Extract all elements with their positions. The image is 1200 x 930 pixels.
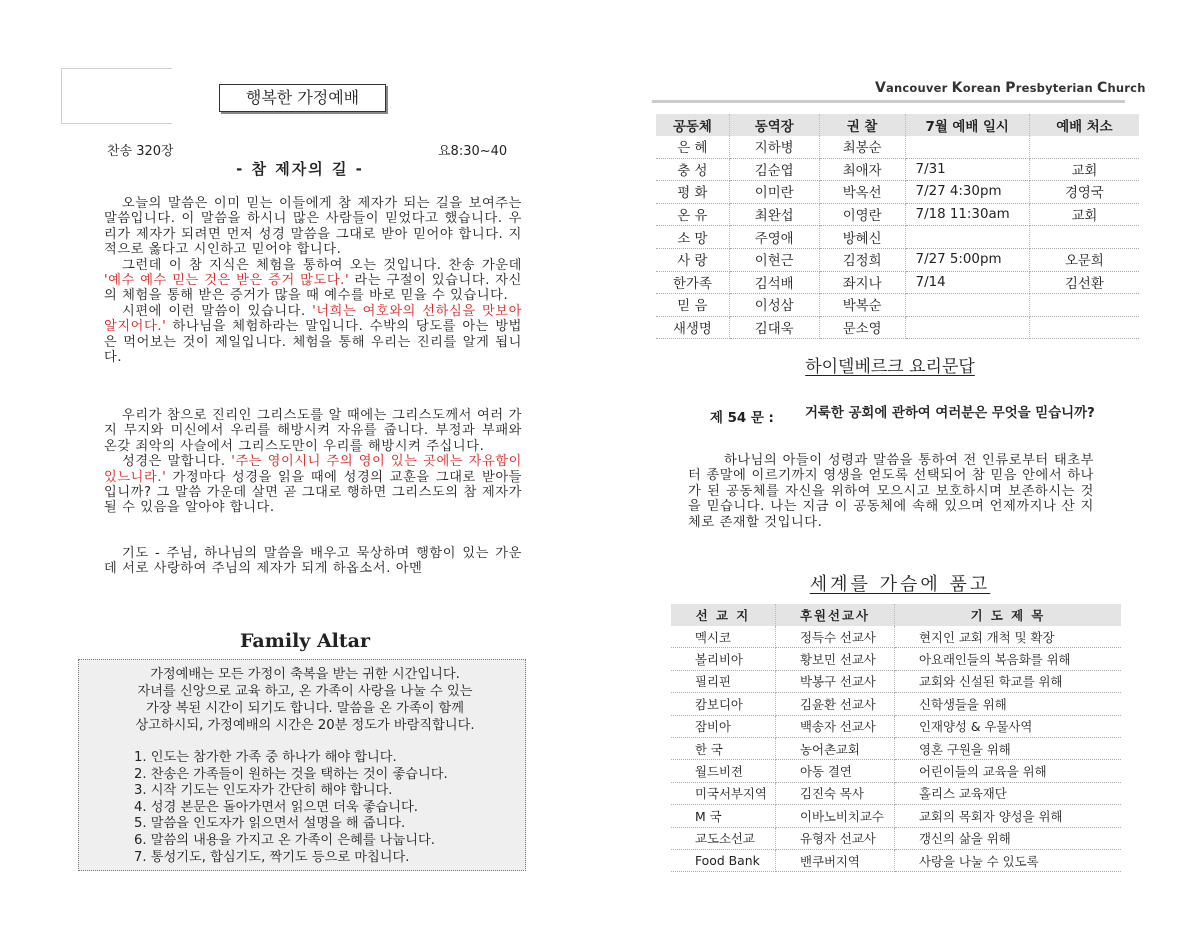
cell-missionary: 김윤환 선교사	[776, 693, 895, 715]
family-altar-title: Family Altar	[239, 630, 370, 652]
cell-deacon: 박옥선	[819, 181, 905, 204]
cell-mission-field: 한 국	[671, 737, 776, 759]
cell-prayer-topic: 어린이들의 교육을 위해	[895, 760, 1122, 782]
col-header-prayer-topic: 기 도 제 목	[895, 604, 1122, 626]
table-row	[656, 226, 1139, 249]
cell-date	[905, 226, 1029, 249]
cell-date: 7/14	[905, 271, 1029, 294]
hymn-quote: '예수 예수 믿는 것은 받은 증거 많도다.'	[104, 273, 350, 289]
cell-mission-field: 월드비젼	[671, 760, 776, 782]
sermon-body-2	[104, 408, 522, 516]
cell-missionary: 아동 결연	[776, 760, 895, 782]
cell-mission-field: 필리핀	[671, 670, 776, 692]
table-row	[656, 271, 1139, 294]
cell-leader: 주영애	[729, 226, 819, 249]
col-header-deacon: 권 찰	[819, 114, 905, 136]
heidelberg-title: 하이델베르크 요리문답	[805, 357, 975, 377]
catechism-answer: 하나님의 아들이 성령과 말씀을 통하여 전 인류로부터 태초부터 종말에 이르기까지 영생을 얻도록 선택되어 참 믿음 안에서 하나가 된 공동체를 자신을 위하여 모으시고 보호하시며 보존하시는 것을 믿습니다. 나는 지금 이 공동체에 속해 있으며 언제까지나 산 지체로 존재할 것입니다.	[688, 453, 1094, 530]
mission-table	[671, 604, 1121, 872]
church-name: Vancouver Korean Presbyterian Church	[875, 80, 1146, 96]
cell-community: 평 화	[656, 181, 729, 204]
cell-missionary: 정득수 선교사	[776, 626, 895, 648]
sermon-paragraph-5: 성경은 말합니다. '주는 영이시니 주의 영이 있는 곳에는 자유함이 있느니라.' 가정마다 성경을 읽을 때에 성경의 교훈을 그대로 받아들입니까? 그 말씀 가운데 살면 곧 그대로 행하면 그리스도의 참 제자가 될 수 있음을 알아야 합니다.	[104, 454, 523, 516]
cell-location	[1029, 316, 1139, 339]
cell-date: 7/27 4:30pm	[905, 181, 1029, 204]
sermon-title: - 참 제자의 길 -	[236, 160, 364, 178]
table-row	[671, 805, 1121, 827]
guideline-item: 2. 찬송은 가족들이 원하는 것을 택하는 것이 좋습니다.	[134, 766, 448, 782]
cell-mission-field: 잠비아	[671, 715, 776, 737]
cell-location	[1029, 294, 1139, 317]
cell-deacon: 방혜신	[819, 226, 905, 249]
guideline-item: 4. 성경 본문은 돌아가면서 읽으면 더욱 좋습니다.	[134, 799, 418, 815]
cell-deacon: 이영란	[819, 203, 905, 226]
sermon-body	[104, 196, 522, 365]
guideline-item: 6. 말씀의 내용을 가지고 온 가족이 은혜를 나눕니다.	[134, 832, 435, 848]
cell-missionary: 유형자 선교사	[776, 827, 895, 849]
cell-prayer-topic: 인재양성 & 우물사역	[895, 715, 1122, 737]
guideline-item: 5. 말씀을 인도자가 읽으면서 설명을 해 줍니다.	[134, 816, 406, 832]
family-altar-intro: 가정예배는 모든 가정이 축복을 받는 귀한 시간입니다. 자녀를 신앙으로 교육 하고, 온 가족이 사랑을 나눌 수 있는 가장 복된 시간이 되기도 합니다. 말씀을 온 가족이 함께 상고하시되, 가정예배의 시간은 20분 정도가 바람직합니다.	[135, 667, 475, 733]
cell-date: 7/18 11:30am	[905, 203, 1029, 226]
table-row	[671, 626, 1121, 648]
world-mission-title: 세계를 가슴에 품고	[809, 574, 991, 595]
cell-mission-field: Food Bank	[671, 849, 776, 871]
cell-missionary: 밴쿠버지역	[776, 849, 895, 871]
cell-community: 충 성	[656, 158, 729, 181]
cell-leader: 지하병	[729, 136, 819, 158]
cell-community: 사 랑	[656, 248, 729, 271]
guideline-item: 3. 시작 기도는 인도자가 간단히 해야 합니다.	[134, 783, 393, 799]
scripture-quote: '주는 영이시니 주의 영이 있는 곳에는 자유함이 있느니라.'	[104, 454, 523, 485]
cell-leader: 이성삼	[729, 294, 819, 317]
cell-location: 교회	[1029, 158, 1139, 181]
cell-location: 경영국	[1029, 181, 1139, 204]
sermon-paragraph-3: 시편에 이런 말씀이 있습니다. '너희는 여호와의 선하심을 맛보아 알지어다.' 하나님을 체험하라는 말입니다. 수박의 당도를 아는 방법은 먹어보는 것이 제일입니다. 체험을 통해 우리는 진리를 알게 됩니다.	[104, 303, 522, 366]
cell-community: 소 망	[656, 226, 729, 249]
table-row	[671, 648, 1121, 670]
header-rule	[652, 100, 1125, 103]
psalm-quote: '너희는 여호와의 선하심을 맛보아 알지어다.'	[104, 303, 522, 335]
cell-mission-field: 멕시코	[671, 626, 776, 648]
sermon-paragraph-1: 오늘의 말씀은 이미 믿는 이들에게 참 제자가 되는 길을 보여주는 말씀입니다. 이 말씀을 하시니 많은 사람들이 믿었다고 했습니다. 우리가 제자가 되려면 먼저 성경 말씀을 그대로 받아 믿어야 합니다. 지적으로 옳다고 시인하고 믿어야 합니다.	[104, 196, 522, 258]
cell-leader: 이현근	[729, 248, 819, 271]
table-row	[671, 849, 1121, 871]
table-row	[671, 670, 1121, 692]
cell-location	[1029, 136, 1139, 158]
cell-deacon: 최봉순	[819, 136, 905, 158]
page-title: 행복한 가정예배	[219, 84, 386, 112]
cell-location: 김선환	[1029, 271, 1139, 294]
guideline-item: 7. 통성기도, 합심기도, 짝기도 등으로 마칩니다.	[134, 849, 410, 865]
cell-leader: 김석배	[729, 271, 819, 294]
question-text: 거룩한 공회에 관하여 여러분은 무엇을 믿습니까?	[805, 406, 1095, 421]
cell-mission-field: 미국서부지역	[671, 782, 776, 804]
cell-location	[1029, 226, 1139, 249]
col-header-location: 예배 처소	[1029, 114, 1139, 136]
logo-placeholder	[61, 68, 172, 124]
worship-schedule-table	[656, 114, 1139, 339]
cell-date: 7/31	[905, 158, 1029, 181]
cell-prayer-topic: 교회의 목회자 양성을 위해	[895, 805, 1122, 827]
cell-missionary: 이바노비치교수	[776, 805, 895, 827]
cell-deacon: 김정희	[819, 248, 905, 271]
cell-leader: 김순엽	[729, 158, 819, 181]
cell-missionary: 박봉구 선교사	[776, 670, 895, 692]
table-row	[671, 782, 1121, 804]
cell-prayer-topic: 신학생들을 위해	[895, 693, 1122, 715]
col-header-date: 7월 예배 일시	[905, 114, 1029, 136]
cell-mission-field: 교도소선교	[671, 827, 776, 849]
guideline-item: 1. 인도는 참가한 가족 중 하나가 해야 합니다.	[134, 750, 397, 765]
cell-prayer-topic: 교회와 신설된 학교를 위해	[895, 670, 1122, 692]
cell-community: 온 유	[656, 203, 729, 226]
col-header-community: 공동체	[656, 114, 729, 136]
cell-mission-field: 볼리비아	[671, 648, 776, 670]
table-row	[656, 136, 1139, 158]
table-row	[656, 158, 1139, 181]
table-row	[656, 248, 1139, 271]
hymn-number: 찬송 320장	[107, 144, 174, 159]
cell-deacon: 좌지나	[819, 271, 905, 294]
table-row	[656, 294, 1139, 317]
table-row	[671, 760, 1121, 782]
cell-community: 한가족	[656, 271, 729, 294]
cell-community: 믿 음	[656, 294, 729, 317]
cell-prayer-topic: 영혼 구원을 위해	[895, 737, 1122, 759]
cell-prayer-topic: 사랑을 나눌 수 있도록	[895, 849, 1122, 871]
cell-missionary: 농어촌교회	[776, 737, 895, 759]
cell-mission-field: 캄보디아	[671, 693, 776, 715]
table-row	[671, 715, 1121, 737]
cell-date: 7/27 5:00pm	[905, 248, 1029, 271]
col-header-leader: 동역장	[729, 114, 819, 136]
cell-deacon: 최애자	[819, 158, 905, 181]
sermon-paragraph-4: 우리가 참으로 진리인 그리스도를 알 때에는 그리스도께서 여러 가지 무지와 미신에서 우리를 해방시켜 자유를 줍니다. 부정과 부패와 온갖 죄악의 사슬에서 그리스도만이 우리를 해방시켜 주십니다.	[104, 408, 522, 454]
sermon-paragraph-2: 그런데 이 참 지식은 체험을 통하여 오는 것입니다. 찬송 가운데 '예수 예수 믿는 것은 받은 증거 많도다.' 라는 구절이 있습니다. 자신의 체험을 통해 받은 증거가 많을 때 예수를 바로 믿을 수 있습니다.	[104, 257, 522, 304]
family-altar-box	[78, 659, 526, 871]
table-row	[656, 316, 1139, 339]
cell-community: 은 혜	[656, 136, 729, 158]
col-header-mission-field: 선 교 지	[671, 604, 776, 626]
cell-location: 오문희	[1029, 248, 1139, 271]
cell-missionary: 백송자 선교사	[776, 715, 895, 737]
table-row	[656, 203, 1139, 226]
family-altar-guidelines	[134, 750, 448, 866]
cell-prayer-topic: 아요래인들의 복음화를 위해	[895, 648, 1122, 670]
cell-community: 새생명	[656, 316, 729, 339]
cell-mission-field: M 국	[671, 805, 776, 827]
cell-missionary: 김진숙 목사	[776, 782, 895, 804]
cell-location: 교회	[1029, 203, 1139, 226]
cell-leader: 김대욱	[729, 316, 819, 339]
cell-deacon: 문소영	[819, 316, 905, 339]
question-label: 제 54 문 :	[710, 411, 774, 426]
table-row	[656, 181, 1139, 204]
cell-prayer-topic: 현지인 교회 개척 및 확장	[895, 626, 1122, 648]
cell-date	[905, 136, 1029, 158]
cell-prayer-topic: 홀리스 교육재단	[895, 782, 1122, 804]
table-row	[671, 693, 1121, 715]
cell-missionary: 황보민 선교사	[776, 648, 895, 670]
cell-leader: 이미란	[729, 181, 819, 204]
prayer: 기도 - 주님, 하나님의 말씀을 배우고 묵상하며 행함이 있는 가운데 서로 사랑하여 주님의 제자가 되게 하옵소서. 아멘	[104, 546, 522, 577]
cell-date	[905, 316, 1029, 339]
cell-prayer-topic: 갱신의 삶을 위해	[895, 827, 1122, 849]
scripture-reference: 요8:30~40	[438, 144, 508, 159]
cell-deacon: 박복순	[819, 294, 905, 317]
table-row	[671, 827, 1121, 849]
cell-date	[905, 294, 1029, 317]
col-header-missionary: 후원선교사	[776, 604, 895, 626]
cell-leader: 최완섭	[729, 203, 819, 226]
table-row	[671, 737, 1121, 759]
